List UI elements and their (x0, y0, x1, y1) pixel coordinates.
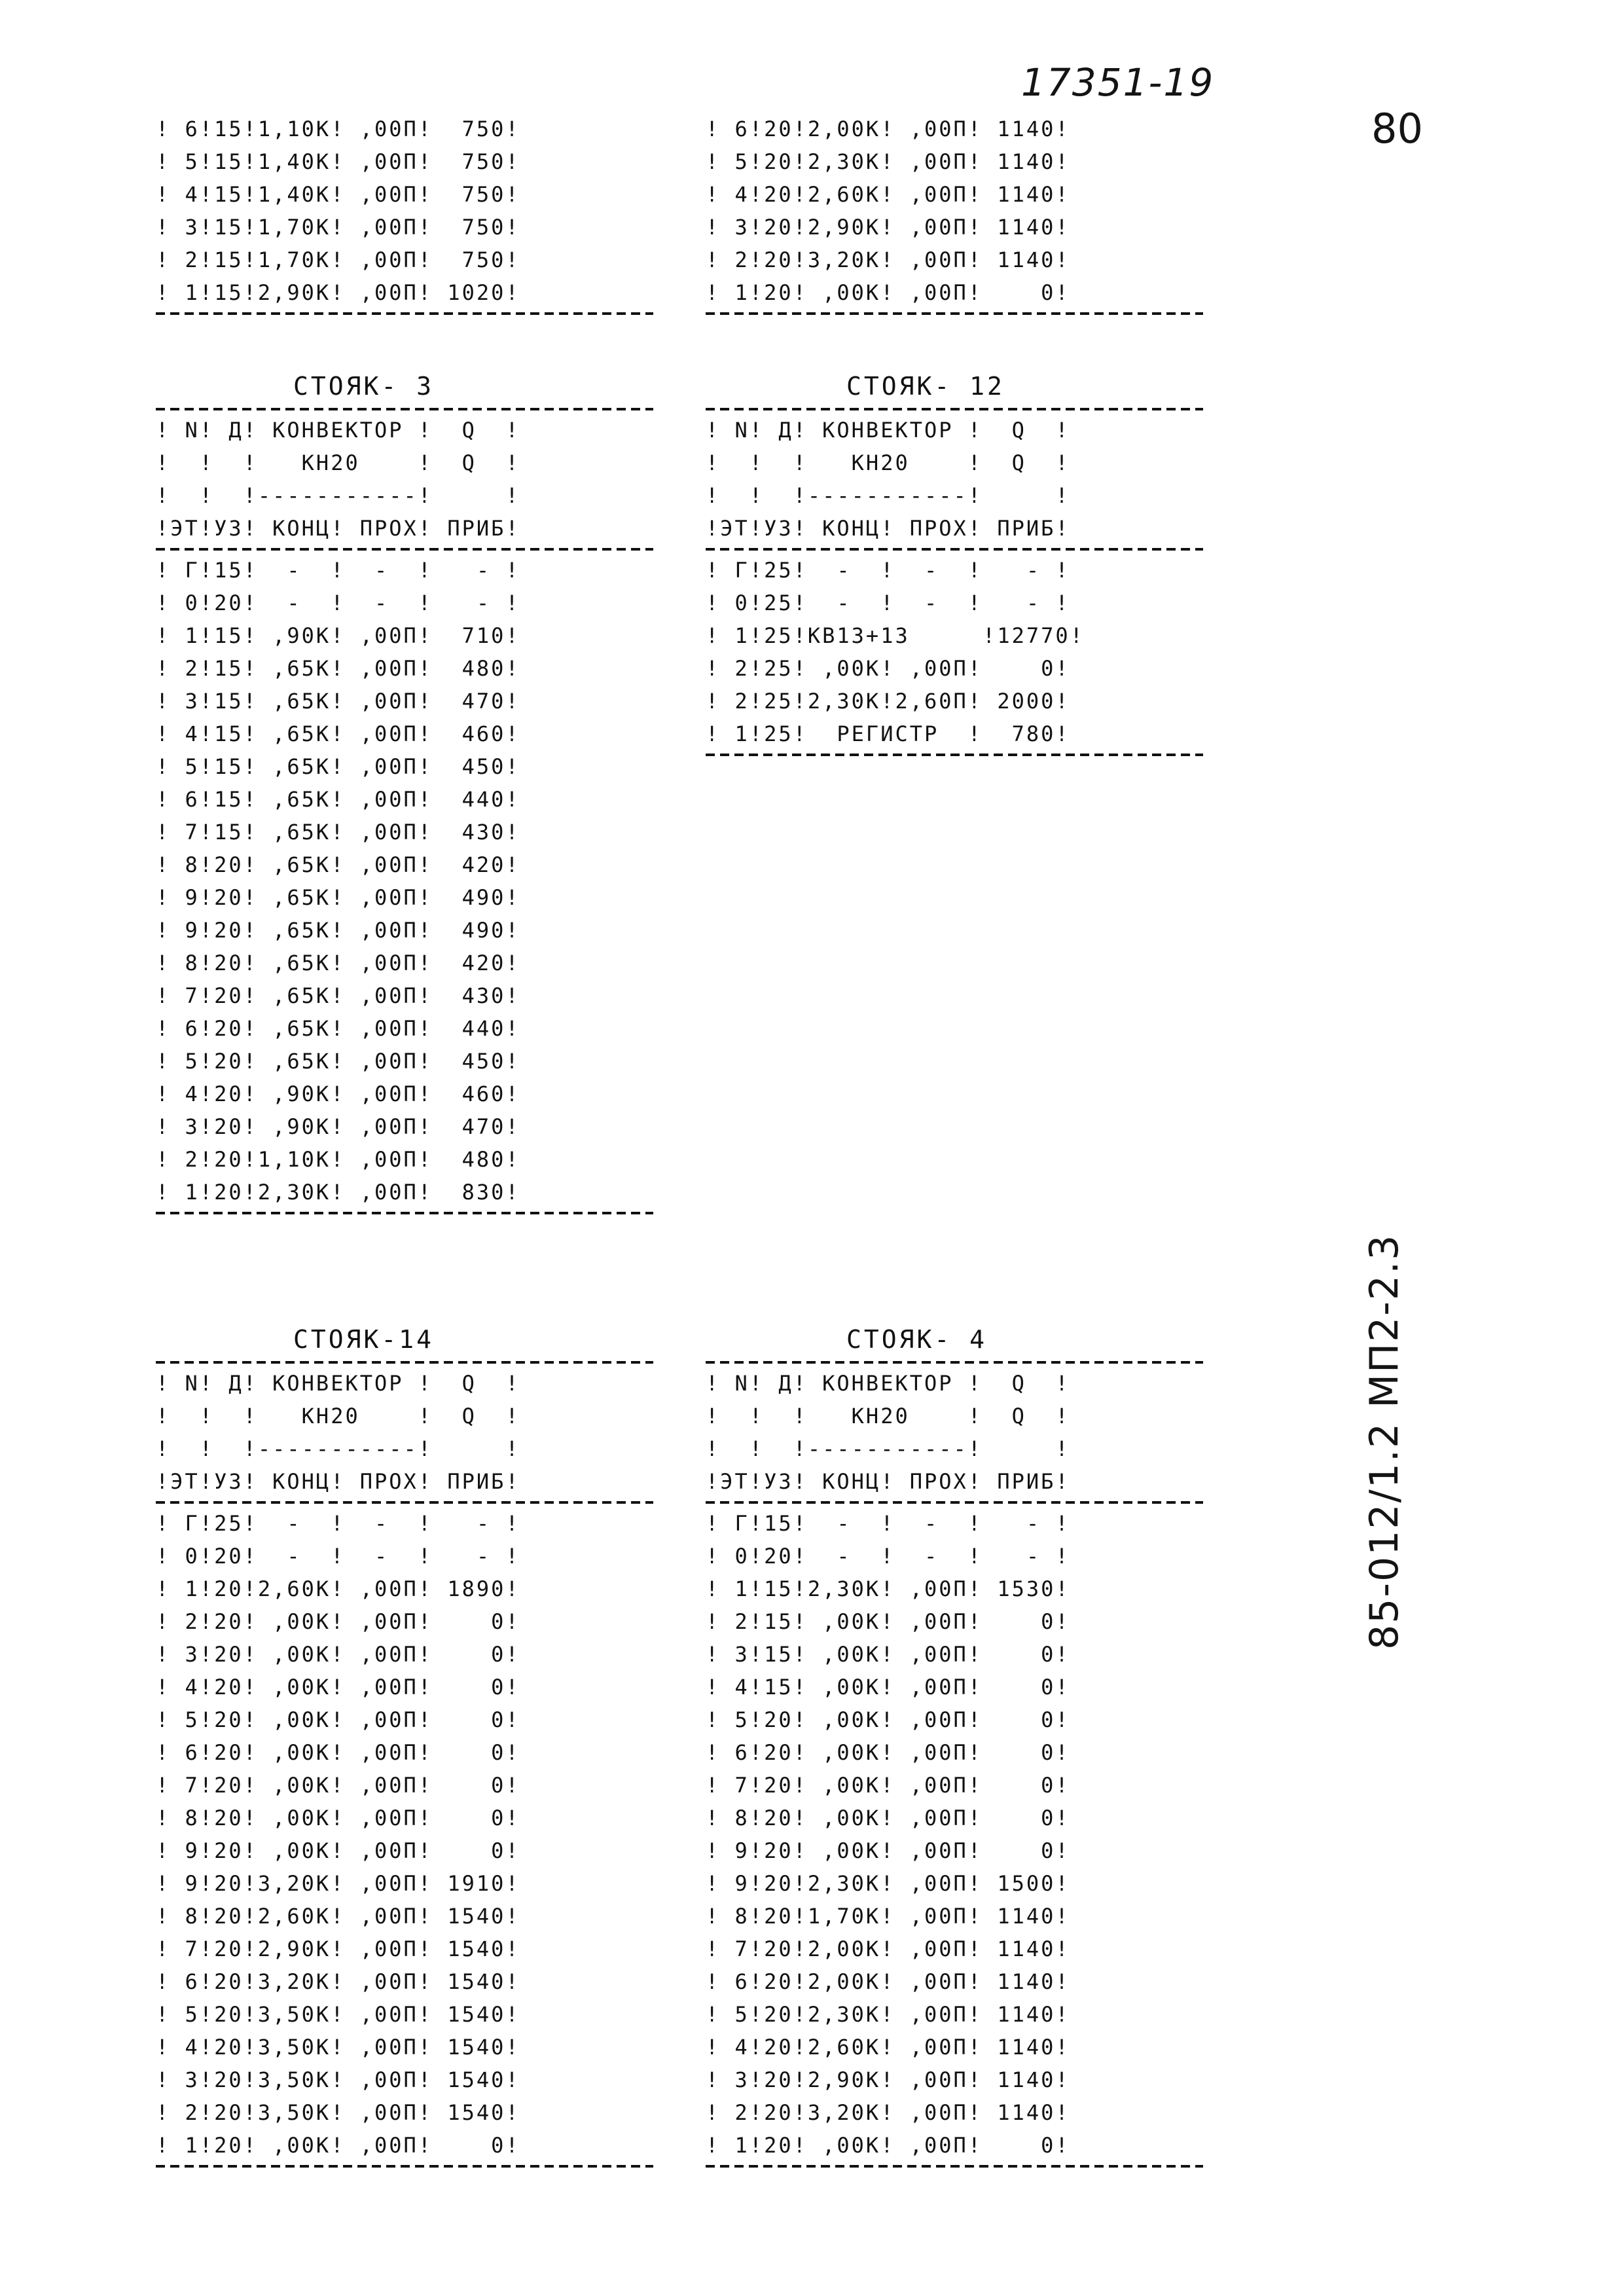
table-rows: ! Г!25! - ! - ! - ! ! 0!20! - ! - ! - ! ! 1!20!2,60К! ,00П! 1890! ! 2!20! ,00К! ,00П! 0! ! 3!20! ,00К! ,00П! 0! ! 4!20! ,00К! ,00П! 0! ! 5!20! ,00К! ,00П! 0! ! 6!20! ,00К! ,00П! 0! ! 7!20! ,00К! ,00П! 0! ! 8!20! ,00К! ,00П! 0! ! 9!20! ,00К! ,00П! 0! ! 9!20!3,20К! ,00П! 1910! ! 8!20!2,60К! ,00П! 1540! ! 7!20!2,90К! ,00П! 1540! ! 6!20!3,20К! ,00П! 1540! ! 5!20!3,50К! ,00П! 1540! ! 4!20!3,50К! ,00П! 1540! ! 3!20!3,50К! ,00П! 1540! ! 2!20!3,50К! ,00П! 1540! ! 1!20! ,00К! ,00П! 0! (156, 1511, 520, 2158)
table-rows: ! Г!15! - ! - ! - ! ! 0!20! - ! - ! - ! ! 1!15!2,30К! ,00П! 1530! ! 2!15! ,00К! ,00П! 0! ! 3!15! ,00К! ,00П! 0! ! 4!15! ,00К! ,00П! 0! ! 5!20! ,00К! ,00П! 0! ! 6!20! ,00К! ,00П! 0! ! 7!20! ,00К! ,00П! 0! ! 8!20! ,00К! ,00П! 0! ! 9!20! ,00К! ,00П! 0! ! 9!20!2,30К! ,00П! 1500! ! 8!20!1,70К! ,00П! 1140! ! 7!20!2,00К! ,00П! 1140! ! 6!20!2,00К! ,00П! 1140! ! 5!20!2,30К! ,00П! 1140! ! 4!20!2,60К! ,00П! 1140! ! 3!20!2,90К! ,00П! 1140! ! 2!20!3,20К! ,00П! 1140! ! 1!20! ,00К! ,00П! 0! (706, 1511, 1070, 2158)
table-header-rule (706, 545, 1203, 554)
table-header-rule (156, 1498, 653, 1507)
side-document-code: 85-012/1.2 МП2-2.3 (1362, 1233, 1407, 1650)
table-rows: ! Г!25! - ! - ! - ! ! 0!25! - ! - ! - ! ! 1!25!КВ13+13 !12770! ! 2!25! ,00К! ,00П! 0! ! 2!25!2,30К!2,60П! 2000! ! 1!25! РЕГИСТР ! 780! (706, 558, 1085, 746)
riser-table-continued-left (156, 113, 653, 318)
table-title: СТОЯК- 4 (846, 1325, 988, 1354)
page-number: 80 (1371, 105, 1423, 153)
table-rows: ! 6!20!2,00К! ,00П! 1140! ! 5!20!2,30К! ,00П! 1140! ! 4!20!2,60К! ,00П! 1140! ! 3!20!2,90К! ,00П! 1140! ! 2!20!3,20К! ,00П! 1140! ! 1!20! ,00К! ,00П! 0! (706, 117, 1070, 305)
riser-table-12 (706, 368, 1203, 759)
table-top-rule (706, 405, 1203, 414)
riser-table-3 (156, 368, 653, 1218)
riser-table-4 (706, 1321, 1203, 2171)
table-bottom-rule (156, 309, 653, 318)
table-top-rule (156, 1358, 653, 1367)
table-title: СТОЯК- 3 (293, 372, 435, 401)
riser-table-14 (156, 1321, 653, 2171)
riser-table-continued-right (706, 113, 1203, 318)
table-title: СТОЯК- 12 (846, 372, 1005, 401)
table-header: ! N! Д! КОНВЕКТОР ! Q ! ! ! ! КН20 ! Q ! ! ! !-----------! ! !ЭТ!УЗ! КОНЦ! ПРОХ! ПРИБ! (156, 1371, 520, 1494)
table-bottom-rule (706, 2162, 1203, 2171)
table-header: ! N! Д! КОНВЕКТОР ! Q ! ! ! ! КН20 ! Q ! ! ! !-----------! ! !ЭТ!УЗ! КОНЦ! ПРОХ! ПРИБ! (156, 418, 520, 541)
table-bottom-rule (156, 1209, 653, 1218)
table-top-rule (706, 1358, 1203, 1367)
table-rows: ! 6!15!1,10К! ,00П! 750! ! 5!15!1,40К! ,00П! 750! ! 4!15!1,40К! ,00П! 750! ! 3!15!1,70К! ,00П! 750! ! 2!15!1,70К! ,00П! 750! ! 1!15!2,90К! ,00П! 1020! (156, 117, 520, 305)
table-rows: ! Г!15! - ! - ! - ! ! 0!20! - ! - ! - ! ! 1!15! ,90К! ,00П! 710! ! 2!15! ,65К! ,00П! 480! ! 3!15! ,65К! ,00П! 470! ! 4!15! ,65К! ,00П! 460! ! 5!15! ,65К! ,00П! 450! ! 6!15! ,65К! ,00П! 440! ! 7!15! ,65К! ,00П! 430! ! 8!20! ,65К! ,00П! 420! ! 9!20! ,65К! ,00П! 490! ! 9!20! ,65К! ,00П! 490! ! 8!20! ,65К! ,00П! 420! ! 7!20! ,65К! ,00П! 430! ! 6!20! ,65К! ,00П! 440! ! 5!20! ,65К! ,00П! 450! ! 4!20! ,90К! ,00П! 460! ! 3!20! ,90К! ,00П! 470! ! 2!20!1,10К! ,00П! 480! ! 1!20!2,30К! ,00П! 830! (156, 558, 520, 1205)
table-header: ! N! Д! КОНВЕКТОР ! Q ! ! ! ! КН20 ! Q ! ! ! !-----------! ! !ЭТ!УЗ! КОНЦ! ПРОХ! ПРИБ! (706, 418, 1070, 541)
table-bottom-rule (706, 750, 1203, 759)
table-bottom-rule (706, 309, 1203, 318)
table-header-rule (156, 545, 653, 554)
table-top-rule (156, 405, 653, 414)
table-bottom-rule (156, 2162, 653, 2171)
table-header: ! N! Д! КОНВЕКТОР ! Q ! ! ! ! КН20 ! Q ! ! ! !-----------! ! !ЭТ!УЗ! КОНЦ! ПРОХ! ПРИБ! (706, 1371, 1070, 1494)
table-header-rule (706, 1498, 1203, 1507)
document-code: 17351-19 (1021, 60, 1215, 105)
table-title: СТОЯК-14 (293, 1325, 435, 1354)
